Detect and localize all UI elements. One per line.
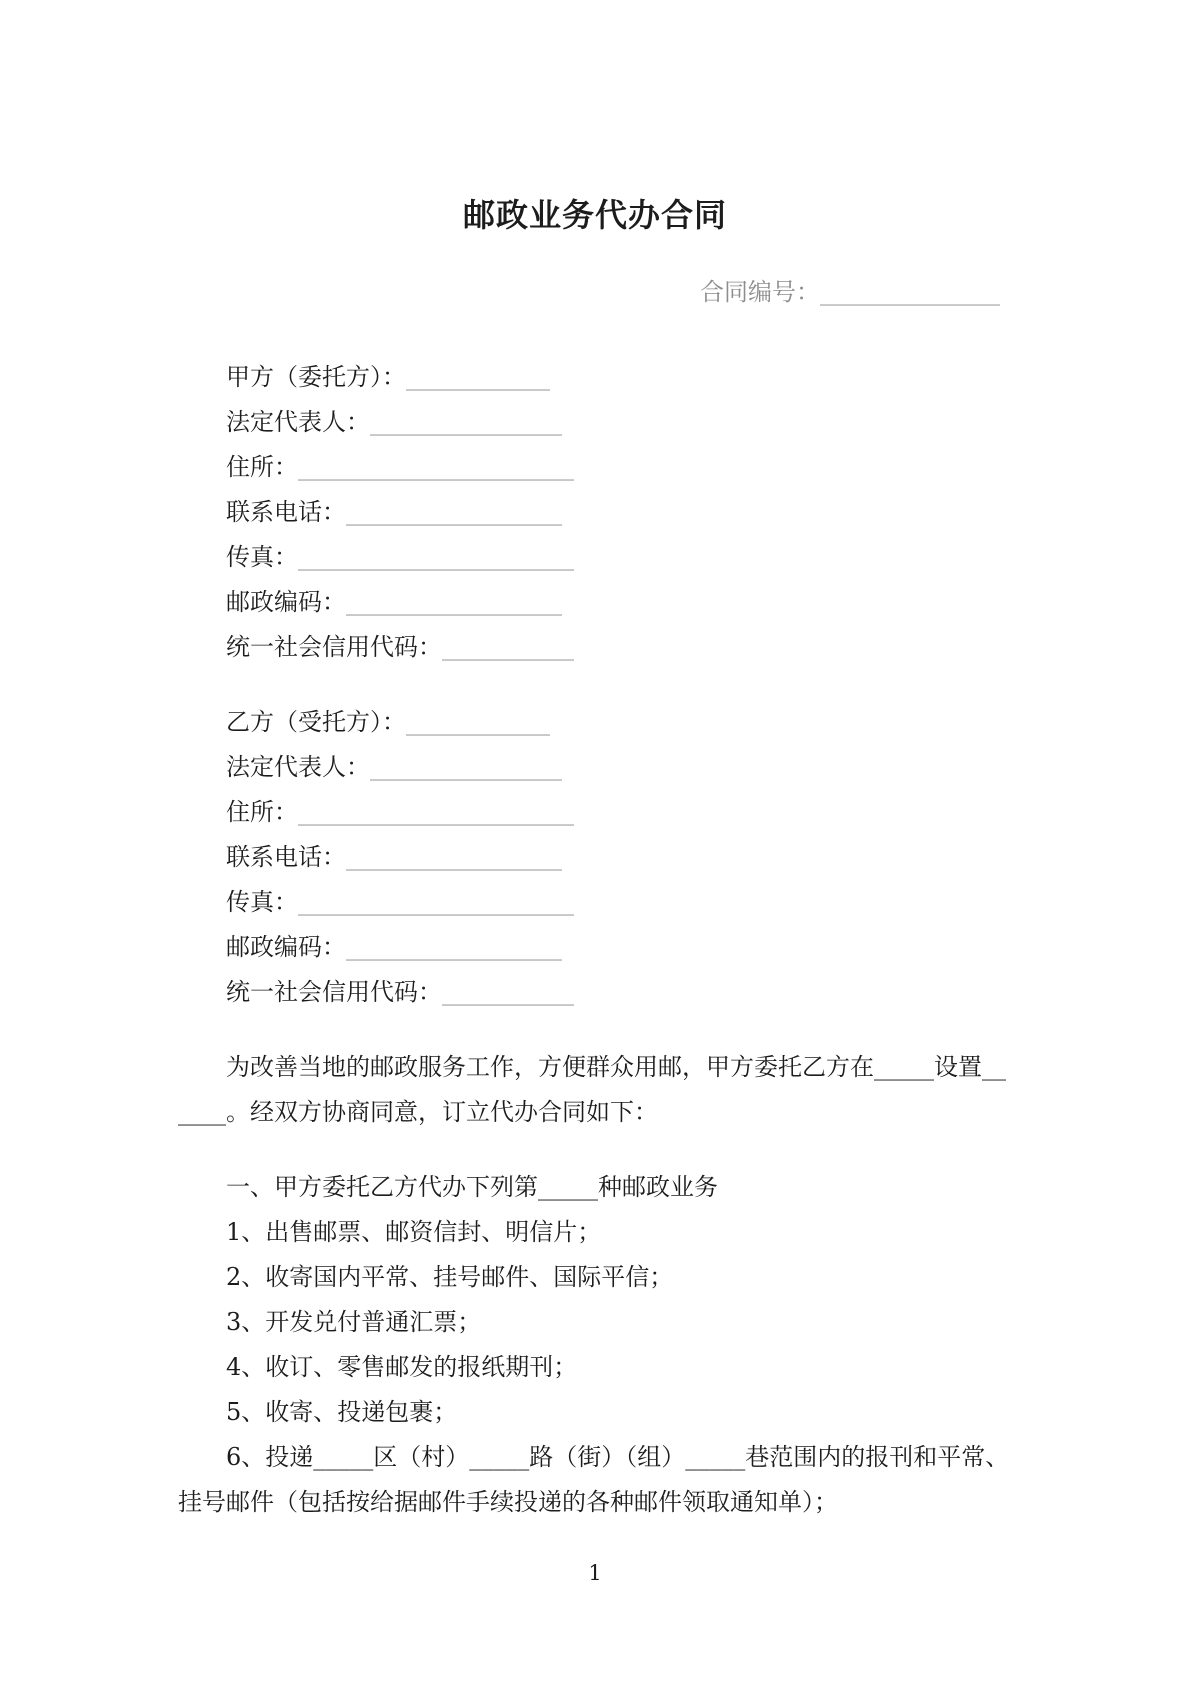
- field-label: 邮政编码：: [226, 588, 346, 616]
- field-row-party-b-address: [178, 790, 1030, 835]
- list-item: 4、收订、零售邮发的报纸期刊；: [226, 1353, 578, 1381]
- field-row-party-a-name: [178, 355, 1030, 400]
- field-row-party-b-credit-code: [178, 970, 1030, 1015]
- field-row-party-a-fax: [178, 535, 1030, 580]
- field-row-party-b-phone: [178, 835, 1030, 880]
- field-label: 住所：: [226, 798, 298, 826]
- field-row-party-b-fax: [178, 880, 1030, 925]
- field-row-party-a-credit-code: [178, 625, 1030, 670]
- field-row-party-b-name: [178, 700, 1030, 745]
- field-blank: __________________: [346, 498, 562, 526]
- contract-number-blank: _______________: [820, 278, 1000, 306]
- field-blank: _______________________: [298, 453, 574, 481]
- list-item-6-line: 挂号邮件（包括按给据邮件手续投递的各种邮件领取通知单）；: [178, 1488, 838, 1516]
- page-footer: [0, 1551, 1190, 1596]
- field-label: 联系电话：: [226, 498, 346, 526]
- document-content: [0, 270, 1190, 1525]
- list-item: 1、出售邮票、邮资信封、明信片；: [226, 1218, 602, 1246]
- party-b-section: [178, 700, 1030, 1015]
- field-blank: ____________: [406, 363, 550, 391]
- contract-number-row: [178, 270, 1030, 315]
- page-title: 邮政业务代办合同: [462, 196, 727, 234]
- field-label: 传真：: [226, 888, 298, 916]
- field-row-party-b-legal-rep: [178, 745, 1030, 790]
- field-label: 统一社会信用代码：: [226, 633, 442, 661]
- list-item: 2、收寄国内平常、挂号邮件、国际平信；: [226, 1263, 674, 1291]
- field-row-party-b-postcode: [178, 925, 1030, 970]
- field-row-party-a-legal-rep: [178, 400, 1030, 445]
- list-item: 3、开发兑付普通汇票；: [226, 1308, 482, 1336]
- section-one-heading: 一、甲方委托乙方代办下列第_____种邮政业务: [226, 1173, 718, 1201]
- field-label: 法定代表人：: [226, 408, 370, 436]
- intro-line: 为改善当地的邮政服务工作，方便群众用邮，甲方委托乙方在_____设置__: [226, 1053, 1006, 1081]
- intro-paragraph: [178, 1045, 1030, 1135]
- section-one: [178, 1165, 1030, 1525]
- field-label: 住所：: [226, 453, 298, 481]
- field-row-party-a-phone: [178, 490, 1030, 535]
- field-blank: ________________: [370, 753, 562, 781]
- field-label: 甲方（委托方）：: [226, 363, 406, 391]
- field-label: 邮政编码：: [226, 933, 346, 961]
- field-row-party-a-postcode: [178, 580, 1030, 625]
- field-label: 传真：: [226, 543, 298, 571]
- field-blank: __________________: [346, 933, 562, 961]
- field-blank: _______________________: [298, 888, 574, 916]
- contract-number-label: 合同编号：: [700, 278, 820, 306]
- field-row-party-a-address: [178, 445, 1030, 490]
- intro-line: ____。经双方协商同意，订立代办合同如下：: [178, 1098, 658, 1126]
- field-blank: ___________: [442, 978, 574, 1006]
- field-label: 联系电话：: [226, 843, 346, 871]
- field-label: 法定代表人：: [226, 753, 370, 781]
- field-blank: _______________________: [298, 798, 574, 826]
- field-label: 乙方（受托方）：: [226, 708, 406, 736]
- party-a-section: [178, 355, 1030, 670]
- list-item: 5、收寄、投递包裹；: [226, 1398, 458, 1426]
- field-blank: ________________: [370, 408, 562, 436]
- page-number: 1: [588, 1561, 602, 1585]
- list-item-6-line: 6、投递_____区（村）_____路（街）（组）_____巷范围内的报刊和平常、: [226, 1443, 1010, 1471]
- field-blank: __________________: [346, 588, 562, 616]
- field-blank: _______________________: [298, 543, 574, 571]
- field-blank: __________________: [346, 843, 562, 871]
- field-blank: ____________: [406, 708, 550, 736]
- field-blank: ___________: [442, 633, 574, 661]
- field-label: 统一社会信用代码：: [226, 978, 442, 1006]
